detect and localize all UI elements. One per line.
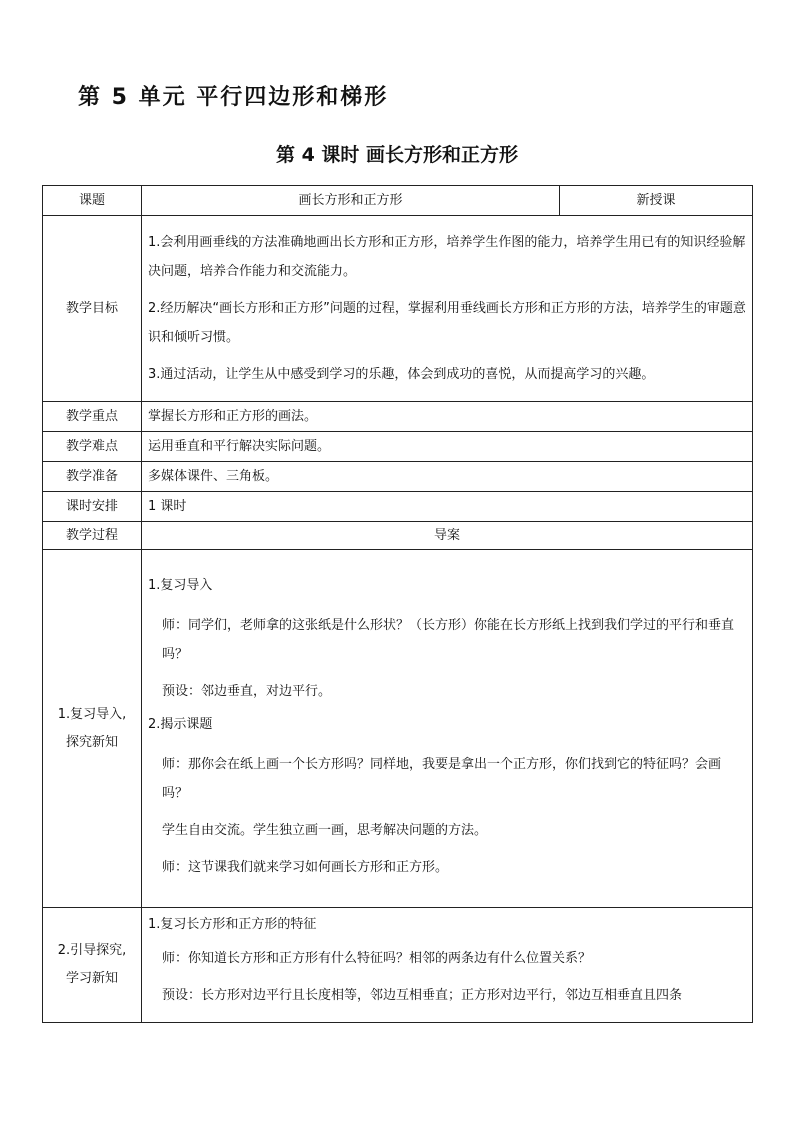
- schedule-label: 课时安排: [43, 492, 142, 522]
- key-point-row: [43, 402, 753, 432]
- section-2-row: [43, 908, 753, 1023]
- schedule-value: 1 课时: [142, 492, 753, 522]
- section-1-content: [142, 550, 753, 908]
- section-1-row: [43, 550, 753, 908]
- key-point-label: 教学重点: [43, 402, 142, 432]
- section-1-para-1: 师：同学们，老师拿的这张纸是什么形状？（长方形）你能在长方形纸上找到我们学过的平行和垂直吗？: [162, 618, 735, 662]
- section-1-para-5: 师：这节课我们就来学习如何画长方形和正方形。: [162, 860, 449, 875]
- section-1-heading-1: 1.复习导入: [148, 578, 213, 593]
- difficulty-label: 教学难点: [43, 432, 142, 462]
- section-1-label-line2: 探究新知: [65, 734, 118, 750]
- topic-value: 画长方形和正方形: [142, 186, 560, 216]
- section-2-para-2: 预设：长方形对边平行且长度相等，邻边互相垂直；正方形对边平行，邻边互相垂直且四条: [162, 988, 683, 1003]
- topic-row: [43, 186, 753, 216]
- difficulty-row: [43, 432, 753, 462]
- section-1-heading-2: 2.揭示课题: [148, 717, 213, 732]
- difficulty-value: 运用垂直和平行解决实际问题。: [142, 432, 753, 462]
- lesson-type: 新授课: [560, 186, 753, 216]
- key-point-value: 掌握长方形和正方形的画法。: [142, 402, 753, 432]
- topic-label: 课题: [43, 186, 142, 216]
- section-2-heading-1: 1.复习长方形和正方形的特征: [148, 917, 317, 932]
- unit-title: 第 5 单元 平行四边形和梯形: [78, 85, 389, 110]
- lesson-plan-table: [42, 185, 753, 1023]
- objective-2: 2.经历解决“画长方形和正方形”问题的过程，掌握利用垂线画长方形和正方形的方法，培养学生的审题意识和倾听习惯。: [148, 301, 746, 345]
- preparation-value: 多媒体课件、三角板。: [142, 462, 753, 492]
- lesson-title: 第 4 课时 画长方形和正方形: [275, 144, 519, 166]
- schedule-row: [43, 492, 753, 522]
- section-1-label: [43, 550, 142, 908]
- section-1-para-2: 预设：邻边垂直，对边平行。: [162, 684, 332, 699]
- objectives-row: [43, 216, 753, 402]
- section-2-content: [142, 908, 753, 1023]
- objective-3: 3.通过活动，让学生从中感受到学习的乐趣，体会到成功的喜悦，从而提高学习的兴趣。: [148, 367, 655, 382]
- objectives-cell: [142, 216, 753, 402]
- preparation-row: [43, 462, 753, 492]
- objectives-label: 教学目标: [43, 216, 142, 402]
- section-1-para-3: 师：那你会在纸上画一个长方形吗？同样地，我要是拿出一个正方形，你们找到它的特征吗？会画吗？: [162, 757, 722, 801]
- process-label: 教学过程: [43, 522, 142, 550]
- preparation-label: 教学准备: [43, 462, 142, 492]
- section-2-label-line2: 学习新知: [65, 971, 118, 986]
- section-1-para-4: 学生自由交流。学生独立画一画，思考解决问题的方法。: [162, 823, 488, 838]
- section-2-label-line1: 2.引导探究,: [57, 943, 127, 958]
- objective-1: 1.会利用画垂线的方法准确地画出长方形和正方形，培养学生作图的能力，培养学生用已有的知识经验解决问题，培养合作能力和交流能力。: [148, 235, 746, 279]
- process-header-row: [43, 522, 753, 550]
- section-1-label-line1: 1.复习导入,: [57, 706, 127, 722]
- section-2-para-1: 师：你知道长方形和正方形有什么特征吗？相邻的两条边有什么位置关系？: [162, 951, 592, 966]
- process-header: 导案: [142, 522, 753, 550]
- section-2-label: [43, 908, 142, 1023]
